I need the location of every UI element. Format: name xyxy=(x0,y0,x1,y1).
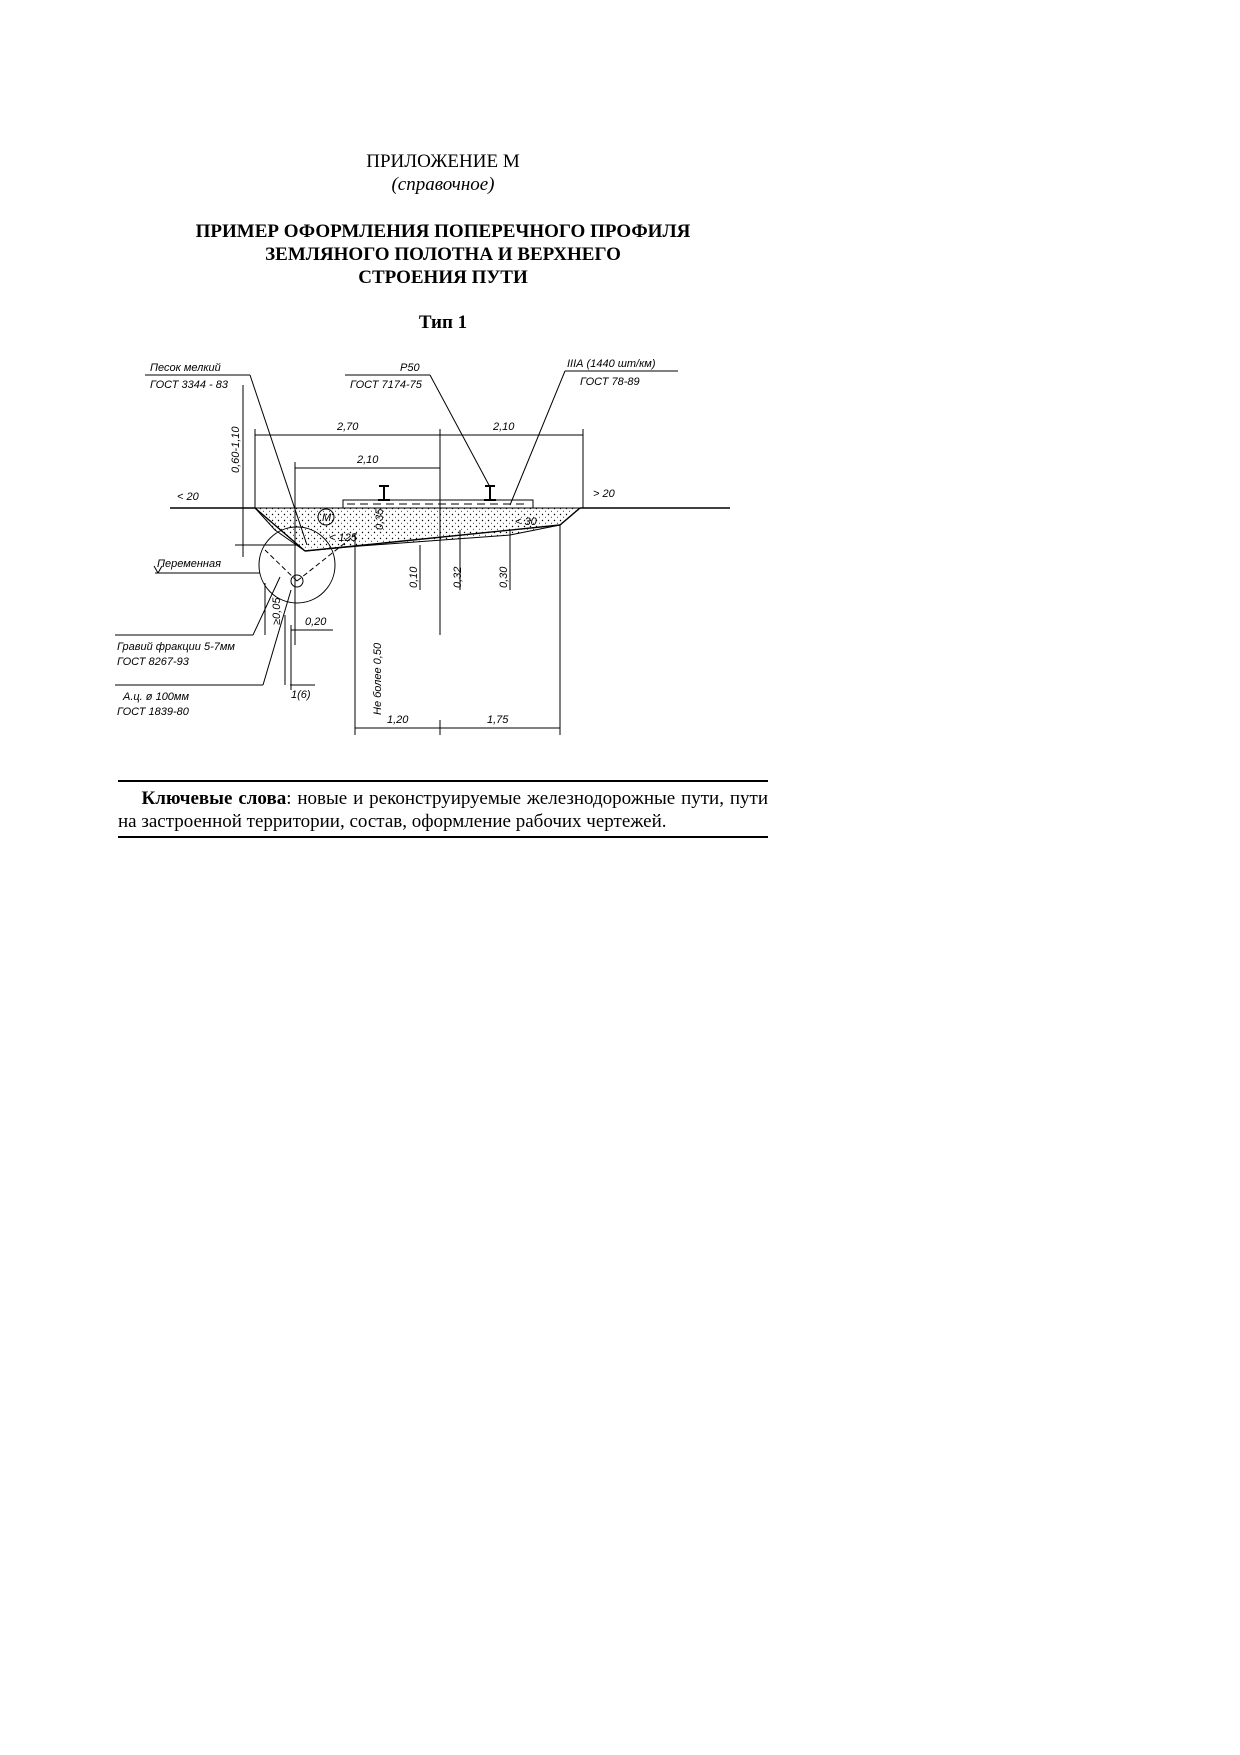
dim-032: 0,32 xyxy=(452,566,464,588)
dim-010: 0,10 xyxy=(408,566,420,588)
label-pipe-name: А.ц. ø 100мм xyxy=(123,691,190,703)
label-sand-name: Песок мелкий xyxy=(150,362,221,374)
label-sand-gost: ГОСТ 3344 - 83 xyxy=(150,379,229,391)
dim-bottom-left: 1,20 xyxy=(387,714,409,726)
dim-slope-drain: < 125 xyxy=(329,532,357,544)
keywords-block xyxy=(118,780,768,838)
keywords-text: : новые и реконструируемые железнодорожные пути, пути на застроенной территории, состав, оформление рабочих чертежей. xyxy=(118,788,768,832)
dim-005: ≥0,05 xyxy=(271,597,283,625)
dim-top-right: 2,10 xyxy=(493,421,515,433)
dim-inner: 2,10 xyxy=(357,454,379,466)
sand-layer xyxy=(255,508,580,551)
label-pipe-gost: ГОСТ 1839-80 xyxy=(117,706,189,718)
marker-m: М xyxy=(322,512,332,524)
rail-right xyxy=(484,486,496,500)
label-gravel-gost: ГОСТ 8267-93 xyxy=(117,656,189,668)
label-sleeper-name: IIIА (1440 шт/км) xyxy=(567,358,656,370)
label-sleeper-gost: ГОСТ 78-89 xyxy=(580,376,640,388)
dim-030: 0,30 xyxy=(498,566,510,588)
type-label: Тип 1 xyxy=(418,312,468,333)
label-variable: Переменная xyxy=(157,558,221,570)
dim-slope-left: < 20 xyxy=(177,491,199,503)
rail-left xyxy=(378,486,390,500)
dim-035: 0,35 xyxy=(374,508,386,530)
dim-bottom-right: 1,75 xyxy=(487,714,509,726)
appendix-label: ПРИЛОЖЕНИЕ М xyxy=(366,151,520,172)
label-gravel-name: Гравий фракции 5-7мм xyxy=(117,641,235,653)
title-line-2: ЗЕМЛЯНОГО ПОЛОТНА И ВЕРХНЕГО xyxy=(265,244,621,265)
dim-slope-ballast: < 30 xyxy=(515,516,537,528)
label-slope-ref: 1(6) xyxy=(291,689,311,701)
title-line-3: СТРОЕНИЯ ПУТИ xyxy=(358,267,528,288)
cross-section-drawing xyxy=(115,345,775,735)
dim-height-range: 0,60-1,10 xyxy=(230,426,242,473)
dim-top-left: 2,70 xyxy=(337,421,359,433)
label-rail-gost: ГОСТ 7174-75 xyxy=(350,379,422,391)
dim-020: 0,20 xyxy=(305,616,327,628)
title-line-1: ПРИМЕР ОФОРМЛЕНИЯ ПОПЕРЕЧНОГО ПРОФИЛЯ xyxy=(195,221,691,242)
label-rail-name: Р50 xyxy=(400,362,420,374)
dim-slope-right: > 20 xyxy=(593,488,615,500)
dim-not-more: Не более 0,50 xyxy=(372,642,384,715)
appendix-note: (справочное) xyxy=(391,174,495,195)
keywords-title: Ключевые слова xyxy=(141,788,287,809)
